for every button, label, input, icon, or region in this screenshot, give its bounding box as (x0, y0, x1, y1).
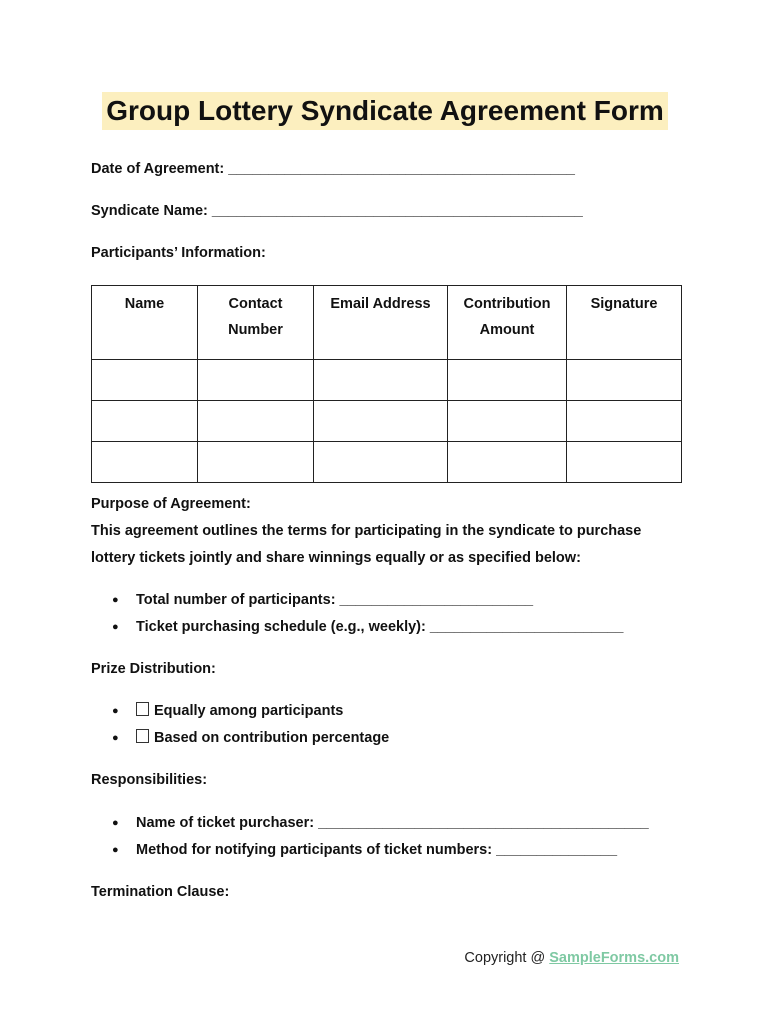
termination-heading: Termination Clause: (91, 884, 230, 900)
participants-table (91, 285, 682, 483)
syndicate-name-field: Syndicate Name: ______________________________________________ (91, 203, 583, 219)
list-item: ● Name of ticket purchaser: _________________________________________ (112, 810, 649, 837)
list-item: ● Based on contribution percentage (112, 725, 389, 752)
responsibilities-list (112, 810, 649, 864)
header-name: Name (92, 286, 198, 360)
list-item: ● Total number of participants: ________________________ (112, 587, 623, 614)
table-row (92, 401, 682, 442)
table-cell (198, 401, 314, 442)
copyright-footer (464, 950, 679, 966)
table-cell (314, 360, 448, 401)
brand-link[interactable]: SampleForms.com (549, 950, 679, 966)
table-row (92, 360, 682, 401)
purpose-text-line1: This agreement outlines the terms for participating in the syndicate to purchase (91, 523, 642, 539)
responsibilities-heading: Responsibilities: (91, 772, 208, 788)
page-title: Group Lottery Syndicate Agreement Form (102, 92, 668, 130)
table-cell (92, 401, 198, 442)
copyright-text: Copyright @ (464, 950, 550, 966)
table-cell (567, 442, 682, 483)
table-cell (448, 442, 567, 483)
table-row (92, 442, 682, 483)
list-item: ● Equally among participants (112, 698, 389, 725)
title-wrap (0, 92, 770, 130)
table-cell (198, 442, 314, 483)
checkbox-equally[interactable] (136, 702, 149, 716)
table-cell (448, 401, 567, 442)
table-cell (314, 442, 448, 483)
date-of-agreement-field: Date of Agreement: ___________________________________________ (91, 161, 575, 177)
table-cell (448, 360, 567, 401)
table-header-row (92, 286, 682, 360)
table-cell (92, 442, 198, 483)
participants-heading: Participants’ Information: (91, 245, 266, 261)
purpose-text-line2: lottery tickets jointly and share winnings equally or as specified below: (91, 550, 581, 566)
prize-heading: Prize Distribution: (91, 661, 216, 677)
table-cell (314, 401, 448, 442)
list-item: ● Method for notifying participants of ticket numbers: _______________ (112, 837, 649, 864)
prize-options-list (112, 698, 389, 752)
header-email-address: Email Address (314, 286, 448, 360)
header-contribution-amount: Contribution Amount (448, 286, 567, 360)
header-contact-number: Contact Number (198, 286, 314, 360)
header-signature: Signature (567, 286, 682, 360)
table-cell (567, 360, 682, 401)
checkbox-contribution[interactable] (136, 729, 149, 743)
table-cell (198, 360, 314, 401)
table-cell (567, 401, 682, 442)
purpose-heading: Purpose of Agreement: (91, 496, 251, 512)
list-item: ● Ticket purchasing schedule (e.g., weekly): ________________________ (112, 614, 623, 641)
purpose-list (112, 587, 623, 641)
table-cell (92, 360, 198, 401)
